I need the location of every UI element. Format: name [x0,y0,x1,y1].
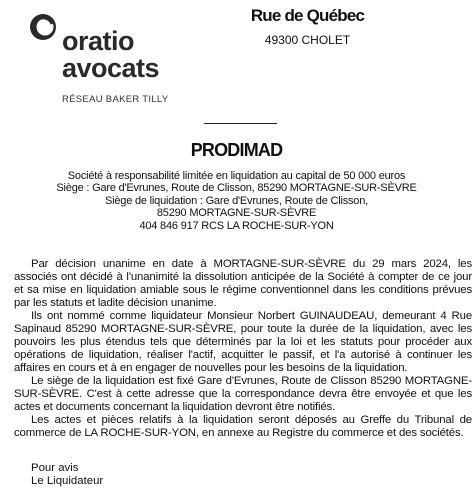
firm-logo [28,12,188,107]
separator-line [204,123,277,124]
firm-address-street: Rue de Québec [250,6,365,25]
notice-paragraph: Le siège de la liquidation est fixé Gare d'Evrunes, Route de Clisson 85290 MORTAGNE-SUR-SÈVRE. C'est à cette adresse que la correspondance devra être envoyée et que les actes et documents concernant la liquidation devront être notifiés. [14,375,472,413]
company-legal-form: Société à responsabilité limitée en liquidation au capital de 50 000 euros [67,170,406,182]
company-liquidation-office: Siège de liquidation : Gare d'Evrunes, Route de Clisson, [104,194,368,207]
oratio-logo-mark-icon [28,12,58,42]
company-details [0,170,473,232]
notice-body [14,258,472,440]
company-liquidation-office-city: 85290 MORTAGNE-SUR-SÈVRE [156,207,317,220]
signoff-liquidator: Le Liquidateur [31,475,104,487]
logo-text-avocats: avocats [62,53,160,83]
notice-paragraph: Ils ont nommé comme liquidateur Monsieur Norbert GUINAUDEAU, demeurant 4 Rue Sapinaud 85290 MORTAGNE-SUR-SÈVRE, pour toute la durée de la liquidation, avec les pouvoirs les plus étendus tels que déterminés par la loi et les statuts pour procéder aux opérations de liquidation, réaliser l'actif, acquitter le passif, et l'a autorisé à continuer les affaires en cours et à en engager de nouvelles pour les besoins de la liquidation. [14,310,472,374]
company-registration-number: 404 846 917 RCS LA ROCHE-SUR-YON [139,219,334,232]
signoff-pour-avis: Pour avis [31,462,79,474]
company-name: PRODIMAD [190,140,283,160]
logo-network-text: RÉSEAU BAKER TILLY [62,94,169,105]
logo-text-oratio: oratio [62,26,135,56]
notice-signoff [31,462,103,488]
company-registered-office: Siège : Gare d'Evrunes, Route de Clisson, 85290 MORTAGNE-SUR-SÈVRE [56,182,417,195]
notice-paragraph: Les actes et pièces relatifs à la liquidation seront déposés au Greffe du Tribunal de commerce de LA ROCHE-SUR-YON, en annexe au Registre du commerce et des sociétés. [14,414,472,439]
notice-paragraph: Par décision unanime en date à MORTAGNE-SUR-SÈVRE du 29 mars 2024, les associés ont décidé à l'unanimité la dissolution anticipée de la Société à compter de ce jour et sa mise en liquidation amiable sous le régime conventionnel dans les conditions prévues par les statuts et ladite décision unanime. [14,258,472,309]
firm-address-city: 49300 CHOLET [264,33,351,47]
